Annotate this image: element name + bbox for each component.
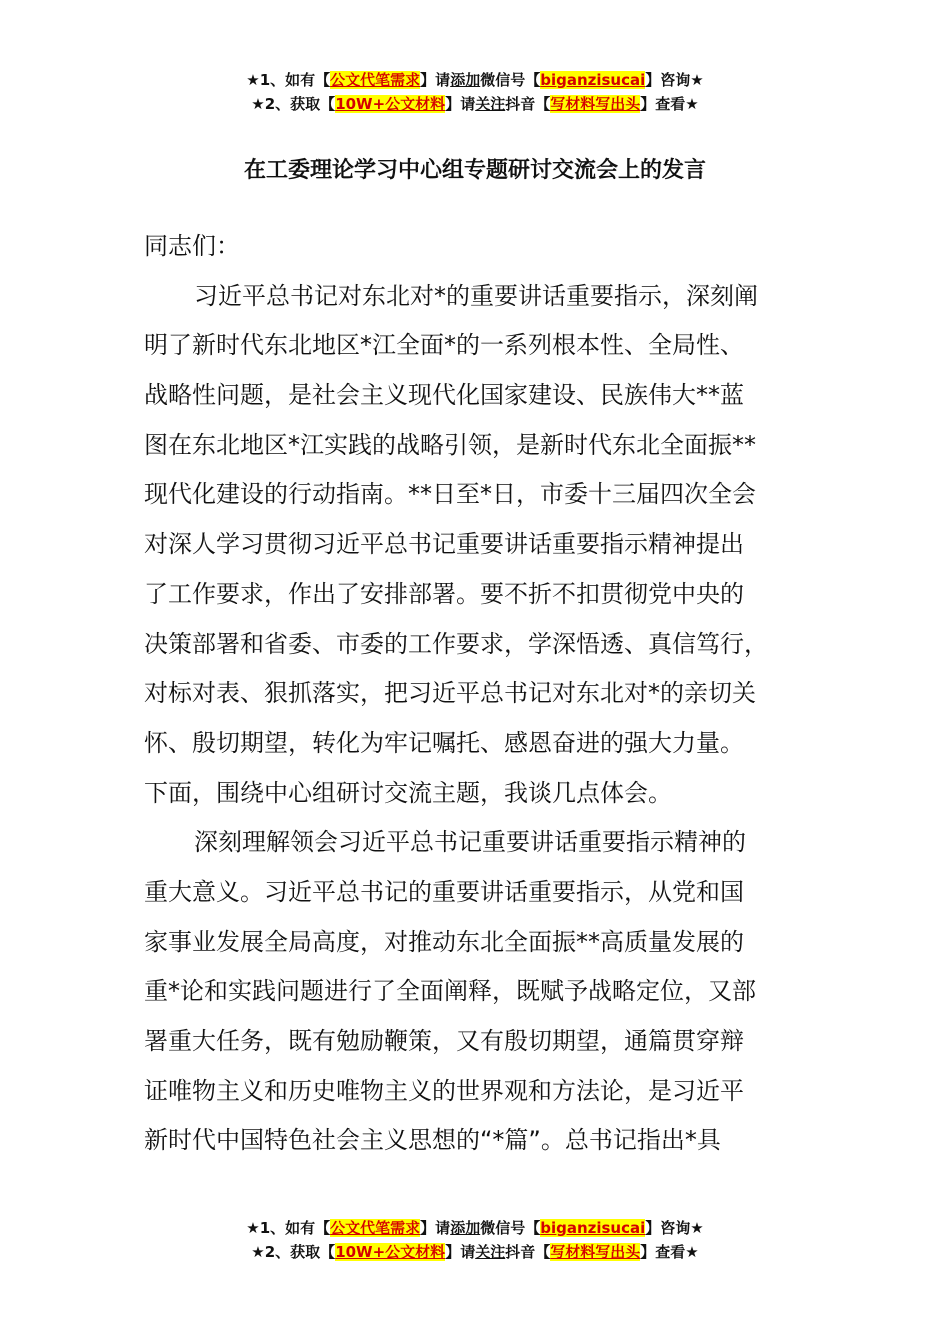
paragraph-line: 现代化建设的行动指南。**日至*日，市委十三届四次全会 (144, 480, 756, 509)
paragraph-line: 重大意义。习近平总书记的重要讲话重要指示，从党和国 (144, 877, 744, 906)
promo-line-1 (0, 1216, 950, 1240)
promo-douyin-id: 写材料写出头 (550, 95, 641, 113)
paragraph-line: 习近平总书记对东北对*的重要讲话重要指示，深刻阐 (194, 281, 758, 310)
promo-text: 微信号【 (480, 1219, 541, 1237)
paragraph-line: 重*论和实践问题进行了全面阐释，既赋予战略定位，又部 (144, 977, 756, 1006)
promo-underlined: 添加 (450, 1219, 481, 1237)
promo-text: 抖音【 (505, 95, 551, 113)
salutation: 同志们： (144, 232, 240, 260)
promo-text: 】请 (420, 1219, 451, 1237)
paragraph-line: 对深人学习贯彻习近平总书记重要讲话重要指示精神提出 (144, 530, 744, 559)
paragraph-line: 决策部署和省委、市委的工作要求，学深悟透、真信笃行， (144, 629, 768, 658)
paragraph-line: 家事业发展全局高度，对推动东北全面振**高质量发展的 (144, 927, 744, 956)
paragraph-line: 明了新时代东北地区*江全面*的一系列根本性、全局性、 (144, 331, 744, 360)
promo-underlined: 添加 (450, 71, 481, 89)
paragraph-line: 新时代中国特色社会主义思想的“*篇”。总书记指出*具 (144, 1126, 721, 1155)
promo-highlight: 10W+公文材料 (335, 1243, 446, 1261)
promo-line-2 (0, 92, 950, 116)
promo-text: ★2、获取【 (251, 95, 336, 113)
paragraph-line: 了工作要求，作出了安排部署。要不折不扣贯彻党中央的 (144, 579, 744, 608)
promo-banner-top (0, 68, 950, 116)
promo-highlight: 公文代笔需求 (330, 71, 421, 89)
paragraph-line: 下面，围绕中心组研讨交流主题，我谈几点体会。 (144, 778, 672, 807)
promo-line-1 (0, 68, 950, 92)
paragraph-line: 怀、殷切期望，转化为牢记嘱托、感恩奋进的强大力量。 (144, 728, 744, 757)
promo-text: ★1、如有【 (246, 1219, 331, 1237)
promo-text: 】查看★ (640, 1243, 699, 1261)
promo-text: ★2、获取【 (251, 1243, 336, 1261)
promo-underlined: 关注 (475, 95, 506, 113)
paragraph-line: 深刻理解领会习近平总书记重要讲话重要指示精神的 (194, 828, 746, 857)
promo-wechat-id: biganzisucai (540, 1219, 646, 1237)
promo-text: 】咨询★ (645, 1219, 704, 1237)
promo-underlined: 关注 (475, 1243, 506, 1261)
promo-text: 】请 (420, 71, 451, 89)
promo-banner-bottom (0, 1216, 950, 1264)
document-body (144, 222, 806, 1166)
promo-wechat-id: biganzisucai (540, 71, 646, 89)
document-title: 在工委理论学习中心组专题研讨交流会上的发言 (243, 158, 706, 183)
promo-line-2 (0, 1240, 950, 1264)
promo-text: 】请 (445, 1243, 476, 1261)
promo-highlight: 公文代笔需求 (330, 1219, 421, 1237)
paragraph-line: 战略性问题，是社会主义现代化国家建设、民族伟大**蓝 (144, 381, 744, 410)
promo-douyin-id: 写材料写出头 (550, 1243, 641, 1261)
promo-highlight: 10W+公文材料 (335, 95, 446, 113)
promo-text: 抖音【 (505, 1243, 551, 1261)
promo-text: 微信号【 (480, 71, 541, 89)
promo-text: 】请 (445, 95, 476, 113)
promo-text: 】查看★ (640, 95, 699, 113)
paragraph-line: 对标对表、狠抓落实，把习近平总书记对东北对*的亲切关 (144, 679, 756, 708)
paragraph-line: 署重大任务，既有勉励鞭策，又有殷切期望，通篇贯穿辩 (144, 1027, 744, 1055)
paragraph-line: 证唯物主义和历史唯物主义的世界观和方法论，是习近平 (144, 1076, 744, 1105)
paragraph-line: 图在东北地区*江实践的战略引领，是新时代东北全面振** (144, 430, 756, 459)
promo-text: ★1、如有【 (246, 71, 331, 89)
promo-text: 】咨询★ (645, 71, 704, 89)
